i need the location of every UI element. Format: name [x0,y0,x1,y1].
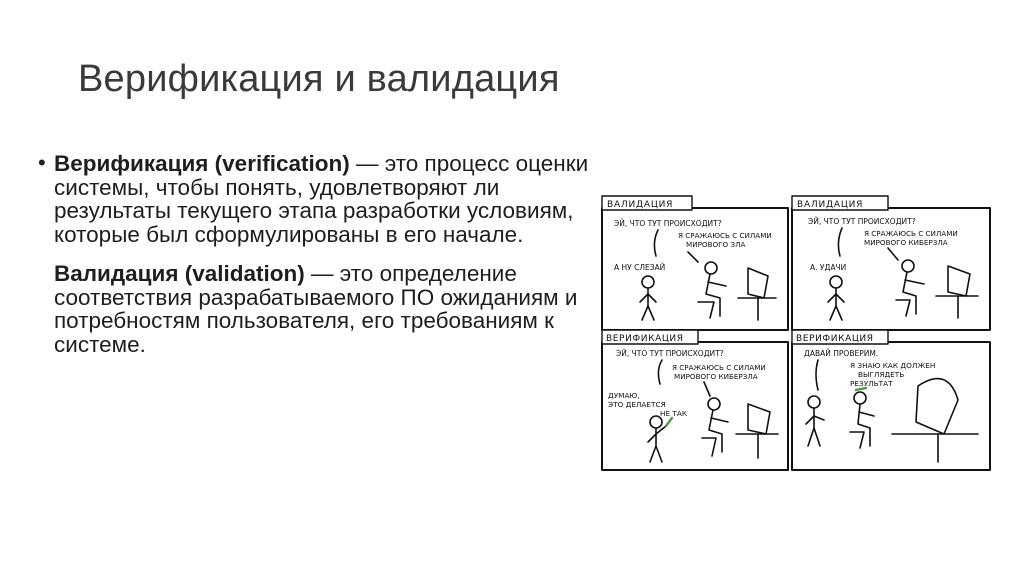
comic-panel-1 [602,196,788,330]
comic-panel-2 [792,196,990,330]
panel-3-speech-tail-1 [658,360,662,384]
panel-2-speech-3: А. УДАЧИ [810,263,847,272]
panel-1-standing-figure [640,276,656,320]
panel-2-sitting-figure [896,260,924,316]
panel-3-standing-figure [648,416,672,462]
panel-2-label: ВАЛИДАЦИЯ [797,200,864,210]
panel-3-sitting-figure [702,398,728,456]
panel-4-speech-2a: Я ЗНАЮ КАК ДОЛЖЕН [850,361,936,370]
validation-dash: — это [304,261,374,286]
validation-definition [54,262,598,356]
panel-2-speech-2b: МИРОВОГО КИБЕРЗЛА [864,238,948,247]
panel-3-speech-3b: ЭТО ДЕЛАЕТСЯ [608,400,666,409]
panel-4-green-highlight [856,388,866,390]
panel-1-speech-2b: МИРОВОГО ЗЛА [686,240,746,249]
panel-1-label: ВАЛИДАЦИЯ [607,200,674,210]
panel-4-speech-2b: ВЫГЛЯДЕТЬ [858,370,905,379]
panel-1-speech-tail-2 [688,252,698,262]
panel-3-speech-2a: Я СРАЖАЮСЬ С СИЛАМИ [672,363,766,372]
verification-term: Верификация (verification) [54,151,350,176]
panel-2-standing-figure [828,276,844,320]
validation-term: Валидация (validation) [54,261,305,286]
panel-4-speech-1: ДАВАЙ ПРОВЕРИМ. [804,349,879,358]
panel-3-speech-1: ЭЙ, ЧТО ТУТ ПРОИСХОДИТ? [616,349,724,358]
panel-2-speech-1: ЭЙ, ЧТО ТУТ ПРОИСХОДИТ? [808,217,916,226]
panel-1-speech-2a: Я СРАЖАЮСЬ С СИЛАМИ [678,231,772,240]
panel-2-speech-tail-2 [888,248,898,260]
slide-title: Верификация и валидация [78,58,560,100]
panel-1-sitting-figure [698,262,726,318]
panel-3-computer [736,404,778,458]
panel-2-speech-2a: Я СРАЖАЮСЬ С СИЛАМИ [864,229,958,238]
panel-3-speech-2b: МИРОВОГО КИБЕРЗЛА [674,372,758,381]
panel-1-speech-3: А НУ СЛЕЗАЙ [614,263,666,272]
comic-panel-3 [602,330,788,470]
validation-body: определение соответствия разрабатываемого ПО ожиданиям и потребностям пользователя, его требованиям к системе. [54,261,578,357]
panel-2-speech-tail-1 [838,228,842,256]
comic-panel-4 [792,330,990,470]
panel-4-sitting-figure [850,388,874,448]
panel-3-speech-tail-2 [704,382,710,396]
panel-3-label: ВЕРИФИКАЦИЯ [606,334,684,344]
panel-1-computer [738,268,776,320]
verification-body: процесс оценки системы, чтобы понять, удовлетворяют ли результаты текущего этапа разработки условиям, которые был сформулированы в его начале. [54,151,589,247]
panel-4-speech-2c: РЕЗУЛЬТАТ [850,379,893,388]
panel-1-speech-tail-1 [654,230,658,256]
panel-3-speech-3c: НЕ ТАК [660,409,688,418]
panel-1-speech-1: ЭЙ, ЧТО ТУТ ПРОИСХОДИТ? [614,219,722,228]
panel-4-label: ВЕРИФИКАЦИЯ [796,334,874,344]
panel-2-computer [936,266,978,318]
verification-dash: — это [349,151,419,176]
bullet-marker: • [38,150,46,175]
comic-illustration [598,190,998,480]
panel-4-speech-tail-1 [816,360,818,390]
panel-3-green-highlight [666,418,672,426]
panel-3-speech-3a: ДУМАЮ, [608,391,640,400]
verification-definition [54,152,598,246]
bullet-list [38,152,598,372]
panel-4-standing-figure [806,396,824,446]
panel-4-computer [892,379,978,462]
